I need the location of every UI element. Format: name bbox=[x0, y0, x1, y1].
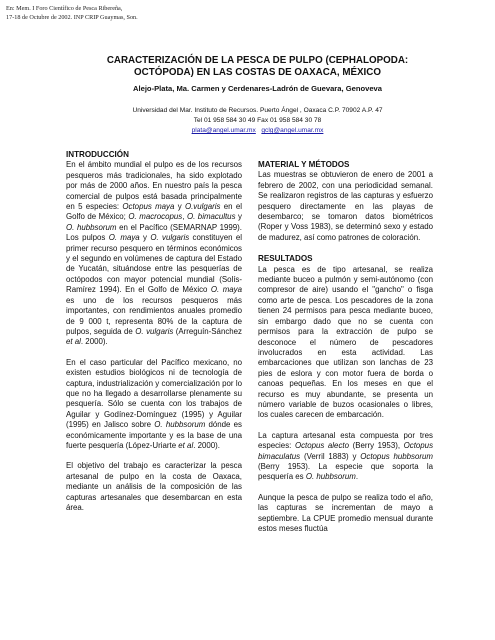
results-heading: RESULTADOS bbox=[258, 254, 313, 264]
phone-fax: Tel 01 958 584 30 49 Fax 01 958 584 30 78 bbox=[193, 117, 322, 124]
results-paragraph-3: Aunque la pesca de pulpo se realiza todo el año, las capturas se incrementan de mayo a septiembre. La CPUE promedio mensual durante estos meses fluctúa bbox=[258, 492, 433, 533]
email-link-1[interactable]: plata@angel.umar.mx bbox=[191, 127, 256, 134]
title-line-2: OCTÓPODA) EN LAS COSTAS DE OAXACA, MÉXICO bbox=[134, 67, 381, 78]
header-line-1: En: Mem. I Foro Científico de Pesca Ribereña, bbox=[6, 5, 123, 12]
header-line-2: 17-18 de Octubre de 2002. INP CRIP Guaymas, Son. bbox=[6, 14, 138, 21]
publication-header bbox=[6, 4, 138, 22]
title-line-1: CARACTERIZACIÓN DE LA PESCA DE PULPO (CEPHALOPODA: bbox=[106, 55, 409, 66]
institution: Universidad del Mar. Instituto de Recursos. Puerto Ángel , Oaxaca C.P. 70902 A.P. 47 bbox=[132, 107, 383, 114]
results-paragraph-2: La captura artesanal esta compuesta por tres especies: Octopus alecto (Berry 1953), Octopus bimaculatus (Verril 1883) y Octopus hubbsorum (Berry 1953). La especie que soporta la pesquería es O. hubbsorum. bbox=[258, 430, 434, 482]
paper-title bbox=[20, 55, 495, 79]
left-column bbox=[66, 150, 242, 513]
materials-heading: MATERIAL Y MÉTODOS bbox=[258, 160, 350, 169]
intro-paragraph-3: El objetivo del trabajo es caracterizar la pesca artesanal de pulpo en la costa de Oaxaca, mediante un análisis de la composición de las capturas artesanales que desembarcan en esta área. bbox=[66, 461, 242, 512]
authors: Alejo-Plata, Ma. Carmen y Cerdenares-Ladrón de Guevara, Genoveva bbox=[133, 84, 382, 93]
affiliation bbox=[20, 106, 495, 136]
intro-heading: INTRODUCCIÓN bbox=[66, 150, 129, 159]
materials-paragraph: Las muestras se obtuvieron de enero de 2001 a febrero de 2002, con una periodicidad semanal. Se realizaron registros de las capturas y esfuerzo pesquero directamente en las playas de desembarco; se tomaron datos biométricos (Roper y Voss 1983), se determinó sexo y estado de madurez, así como patrones de coloración. bbox=[258, 170, 433, 242]
intro-paragraph-2: En el caso particular del Pacífico mexicano, no existen estudios biológicos ni de tecnología de captura, industrialización y comercialización por lo que no ha llegado a desarrollarse plenamente su pesquería. Sólo se cuenta con los trabajos de Aguilar y Godínez-Domínguez (1995) y Aguilar (1995) en Jalisco sobre O. hubbsorum dónde es económicamente importante y es la base de una fuerte pesquería (López-Uriarte et al. 2000). bbox=[66, 357, 242, 450]
email-link-2[interactable]: gclg@angel.umar.mx bbox=[261, 127, 324, 134]
email-line bbox=[20, 126, 495, 136]
right-column bbox=[258, 150, 433, 534]
intro-paragraph-1: En el ámbito mundial el pulpo es de los recursos pesqueros más tradicionales, ha sido explotado por más de 2000 años. En nuestro país la pesca comercial de pulpos está basada principalmente en 5 especies: Octopus maya y O.vulgaris en el Golfo de México; O. macrocopus, O. bimacultus y O. hubbsorum en el Pacífico (SEMARNAP 1999). Los pulpos O. maya y O. vulgaris constituyen el primer recurso pesquero en términos económicos y el segundo en volúmenes de captura del Estado de Yucatán, situándose entre las pesquerías de octópodos con mayor potencial mundial (Solís-Ramírez 1994). En el Golfo de México O. maya es uno de los recursos pesqueros más importantes, con rendimientos anuales promedio de 9 000 t, representa 80% de la captura de pulpos, seguida de O. vulgaris (Arreguín-Sánchez et al. 2000). bbox=[66, 160, 242, 347]
results-paragraph-1: La pesca es de tipo artesanal, se realiza mediante buceo a pulmón y semi-autónomo (con compresor de aire) usando el "gancho" o fisga como arte de pesca. Los pescadores de la zona tienen 24 permisos para pesca mediante buceo, sin embargo dado que no se cuenta con permisos para la extracción de pulpo se desconoce el número de pescadores involucrados en esta actividad. Las embarcaciones que utilizan son lanchas de 23 pies de eslora y con motor fuera de borda o canoas pequeñas. En los meses en que el recurso es muy abundante, se presenta un número variable de buzos ocasionales o libres, los cuales carecen de embarcación. bbox=[258, 264, 433, 420]
